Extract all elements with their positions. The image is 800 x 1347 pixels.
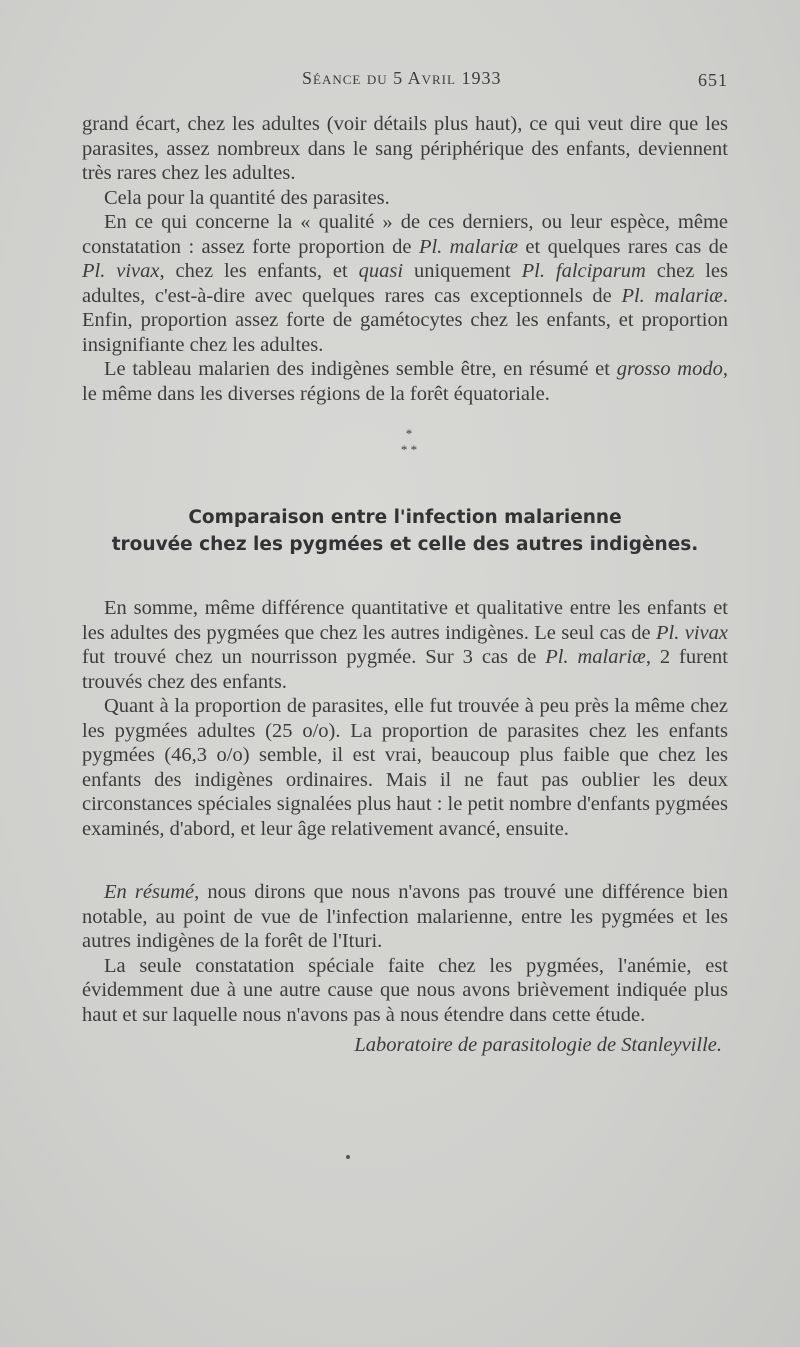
paragraph-2: Cela pour la quantité des parasites. <box>104 186 390 209</box>
text-block-comparison <box>82 596 728 841</box>
section-title <box>82 504 728 558</box>
paragraph-3 <box>82 210 728 357</box>
section-title-line-2: trouvée chez les pygmées et celle des autres indigènes. <box>111 534 699 555</box>
paragraph-5-text-1: En somme, même différence quantitative et qualitative entre les enfants et les adultes des pygmées que chez les autres indigènes. Le seul cas de <box>82 597 728 644</box>
paragraph-6: Quant à la proportion de parasites, elle fut trouvée à peu près la même chez les pygmées adultes (25 o/o). La proportion de parasites chez les enfants pygmées (46,3 o/o) semble, il est vrai, beaucoup plus faible que chez les enfants des indigènes ordinaires. Mais il ne faut pas oublier les deux circonstances spéciales signalées plus haut : le petit nombre d'enfants pygmées examinés, d'abord, et leur âge relativement avancé, ensuite. <box>82 695 728 840</box>
paragraph-8: La seule constatation spéciale faite chez les pygmées, l'anémie, est évidemment due à une autre cause que nous avons brièvement indiquée plus haut et sur laquelle nous n'avons pas à nous étendre dans cette étude. <box>82 954 728 1026</box>
paragraph-3-text-5: chez les adultes, c'est-à-dire avec quelques rares cas exceptionnels de <box>82 260 728 307</box>
laboratory-signature: Laboratoire de parasitologie de Stanleyville. <box>354 1034 722 1056</box>
paragraph-5 <box>82 596 728 694</box>
separator-star-top: * <box>405 426 413 441</box>
paragraph-4-text-2: , le même dans les diverses régions de la forêt équatoriale. <box>82 358 728 405</box>
paragraph-5-text-3: , 2 furent trouvés chez des enfants. <box>82 646 728 693</box>
paragraph-3-text-6: . Enfin, proportion assez forte de gamétocytes chez les enfants, et proportion insignifiante chez les adultes. <box>82 284 728 356</box>
term-quasi: quasi <box>358 260 404 282</box>
text-block-summary <box>82 880 728 1027</box>
species-malariae: Pl. malariæ <box>418 235 519 258</box>
paragraph-3-text-3: , chez les enfants, et <box>159 260 359 282</box>
text-block-parasite-quantity <box>82 112 728 406</box>
species-vivax-2: Pl. vivax <box>656 621 728 644</box>
paragraph-7 <box>82 880 728 954</box>
species-malariae-2: Pl. malariæ <box>621 284 723 307</box>
paragraph-3-text-4: uniquement <box>403 260 522 282</box>
term-grosso-modo: grosso modo <box>616 358 723 380</box>
page-header <box>82 60 728 90</box>
paragraph-1: grand écart, chez les adultes (voir détails plus haut), ce qui veut dire que les parasites, assez nombreux dans le sang périphérique des enfants, deviennent très rares chez les adultes. <box>82 113 728 184</box>
paragraph-3-text-2: et quelques rares cas de <box>518 235 728 258</box>
page-number: 651 <box>698 70 728 90</box>
paragraph-3-text-1: En ce qui concerne la « qualité » de ces derniers, ou leur espèce, même constatation : assez forte proportion de <box>82 211 728 258</box>
paragraph-5-text-2: fut trouvé chez un nourrisson pygmée. Sur 3 cas de <box>82 646 546 668</box>
section-title-line-1: Comparaison entre l'infection malarienne <box>188 507 622 528</box>
section-separator <box>82 426 728 458</box>
separator-stars-bottom: * * <box>400 442 418 457</box>
running-title: Séance du 5 Avril 1933 <box>302 68 502 88</box>
paragraph-4 <box>82 357 728 406</box>
term-en-resume: En résumé <box>104 881 195 903</box>
paragraph-4-text-1: Le tableau malarien des indigènes semble être, en résumé et <box>104 358 617 380</box>
print-speck <box>346 1155 350 1159</box>
paragraph-7-text-1: , nous dirons que nous n'avons pas trouvé une différence bien notable, au point de vue de l'infection malarienne, entre les pygmées et les autres indigènes de la forêt de l'Ituri. <box>82 881 728 952</box>
species-falciparum: Pl. falciparum <box>521 260 646 282</box>
species-vivax: Pl. vivax <box>82 260 160 282</box>
species-malariae-3: Pl. malariæ <box>545 646 646 668</box>
